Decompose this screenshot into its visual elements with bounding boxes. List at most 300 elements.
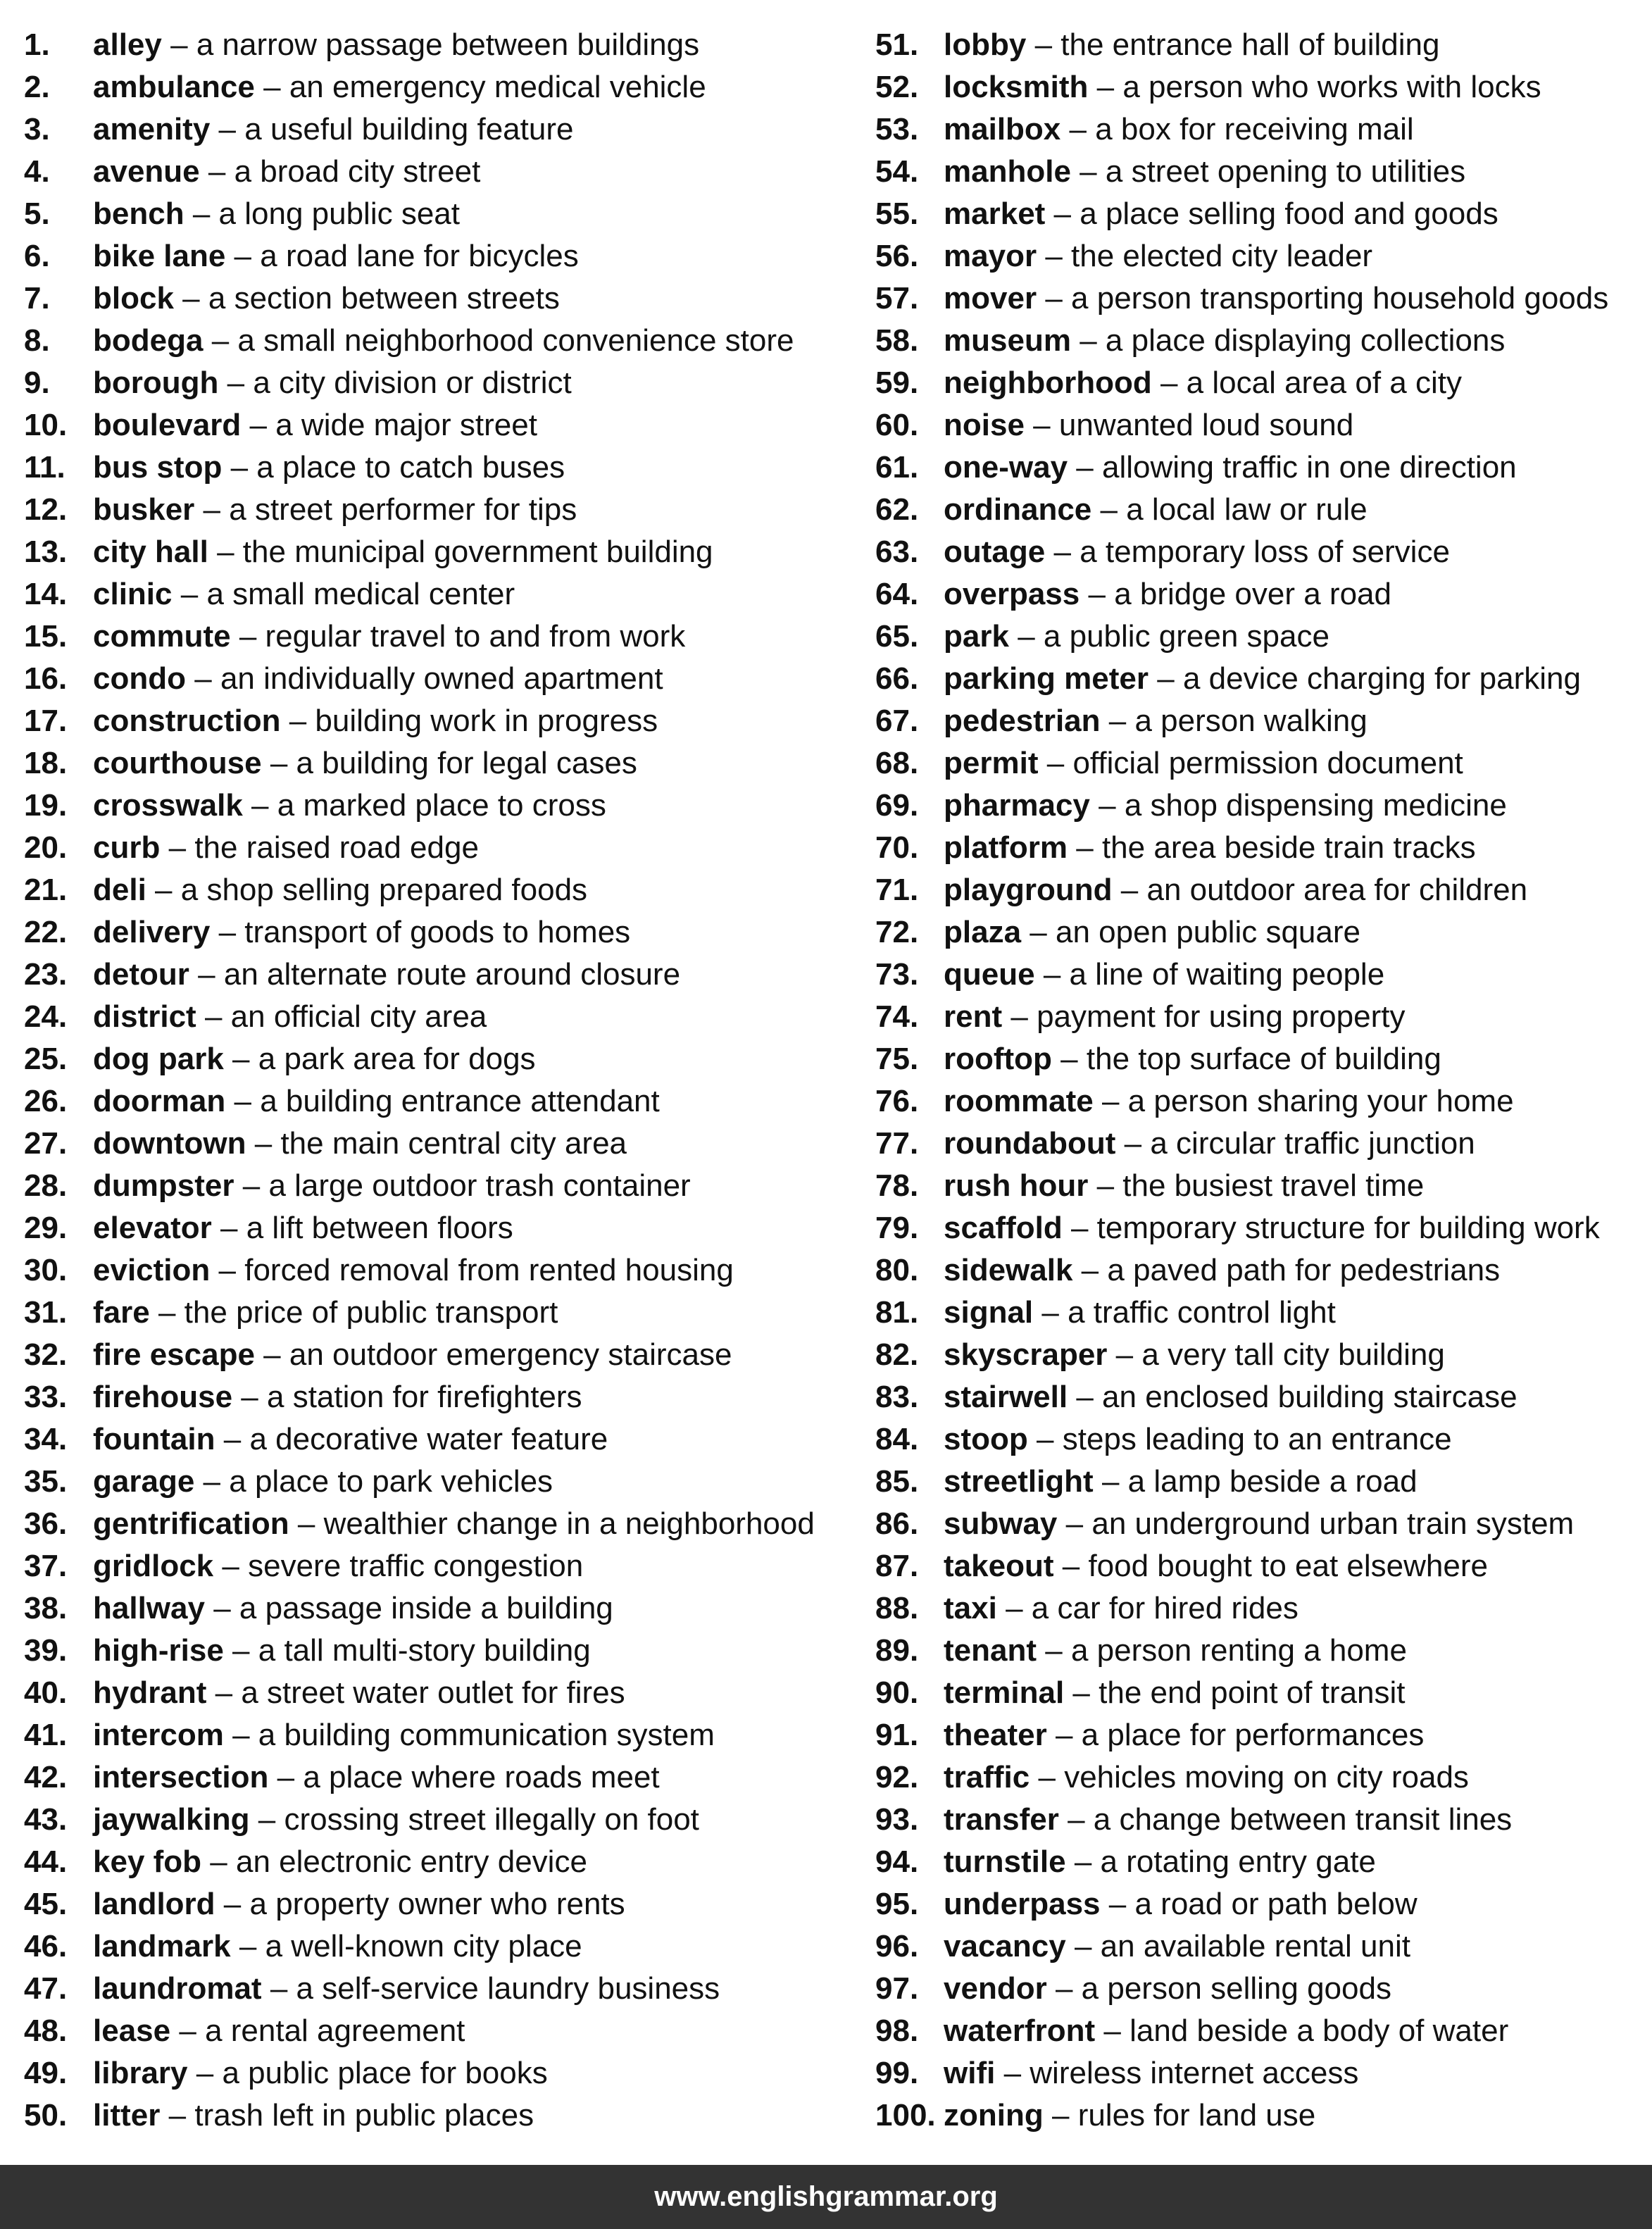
entry-term: doorman — [93, 1084, 226, 1118]
entry-number: 84. — [875, 1422, 919, 1456]
entry-term: bus stop — [93, 450, 223, 485]
entry-separator: – — [1108, 1887, 1127, 1921]
entry-number: 81. — [875, 1295, 919, 1330]
entry-number: 65. — [875, 619, 919, 654]
entry-text — [93, 911, 630, 954]
entry-text — [944, 151, 1465, 193]
entry-number: 76. — [875, 1084, 919, 1118]
entry-definition: an underground urban train system — [1091, 1506, 1575, 1541]
entry-definition: land beside a body of water — [1130, 2013, 1509, 2048]
entry-text — [93, 1545, 583, 1587]
entry-separator: – — [168, 2098, 187, 2133]
entry-term: lease — [93, 2013, 171, 2048]
entry-separator: – — [1074, 1844, 1092, 1879]
entry-separator: – — [218, 915, 237, 949]
entry-text — [944, 1207, 1600, 1249]
entry-term: rent — [944, 999, 1003, 1034]
entry-separator: – — [239, 1929, 257, 1963]
entry-term: signal — [944, 1295, 1034, 1330]
vocabulary-entry — [875, 489, 1650, 531]
entry-separator: – — [1003, 2056, 1022, 2090]
vocabulary-entry — [24, 700, 845, 742]
entry-term: hallway — [93, 1591, 205, 1625]
entry-number: 57. — [875, 281, 919, 316]
entry-definition: a building communication system — [258, 1718, 715, 1752]
entry-term: taxi — [944, 1591, 997, 1625]
entry-number: 33. — [24, 1380, 68, 1414]
entry-number: 62. — [875, 492, 919, 527]
entry-term: condo — [93, 661, 186, 696]
entry-text — [93, 447, 565, 489]
entry-text — [93, 489, 577, 531]
entry-definition: steps leading to an entrance — [1062, 1422, 1452, 1456]
entry-number: 73. — [875, 957, 919, 992]
entry-text — [944, 1545, 1488, 1587]
entry-term: one-way — [944, 450, 1068, 485]
entry-term: mailbox — [944, 112, 1061, 146]
vocabulary-entry — [24, 1334, 845, 1376]
vocabulary-entry — [875, 1968, 1650, 2010]
entry-number: 42. — [24, 1760, 68, 1794]
entry-text — [93, 1714, 715, 1756]
footer-website: www.englishgrammar.org — [654, 2181, 998, 2212]
entry-number: 43. — [24, 1802, 68, 1837]
entry-separator: – — [1041, 1295, 1059, 1330]
entry-number: 60. — [875, 408, 919, 442]
entry-term: amenity — [93, 112, 211, 146]
entry-number: 93. — [875, 1802, 919, 1837]
entry-number: 39. — [24, 1633, 68, 1668]
entry-number: 68. — [875, 746, 919, 780]
entry-text — [944, 235, 1372, 277]
vocabulary-entry — [875, 1418, 1650, 1461]
entry-number: 94. — [875, 1844, 919, 1879]
entry-number: 99. — [875, 2056, 919, 2090]
entry-number: 88. — [875, 1591, 919, 1625]
vocabulary-entry — [875, 1799, 1650, 1841]
entry-definition: severe traffic congestion — [248, 1549, 584, 1583]
entry-definition: a wide major street — [275, 408, 537, 442]
vocabulary-entry — [875, 2010, 1650, 2052]
vocabulary-entry — [24, 2052, 845, 2094]
entry-definition: a broad city street — [234, 154, 481, 189]
entry-separator: – — [258, 1802, 276, 1837]
entry-text — [944, 531, 1450, 573]
entry-term: delivery — [93, 915, 211, 949]
entry-text — [93, 573, 515, 616]
entry-separator: – — [1055, 1971, 1073, 2006]
entry-term: skyscraper — [944, 1337, 1108, 1372]
entry-separator: – — [204, 999, 223, 1034]
entry-text — [944, 658, 1581, 700]
entry-text — [93, 1799, 699, 1841]
entry-number: 95. — [875, 1887, 919, 1921]
entry-text — [944, 193, 1498, 235]
vocabulary-entry — [24, 827, 845, 869]
vocabulary-entry — [875, 1376, 1650, 1418]
entry-separator: – — [1068, 1802, 1085, 1837]
entry-text — [944, 1249, 1500, 1292]
entry-definition: a small neighborhood convenience store — [237, 323, 794, 358]
entry-term: boulevard — [93, 408, 242, 442]
entry-definition: a place to catch buses — [256, 450, 565, 485]
entry-separator: – — [218, 1253, 236, 1287]
entry-separator: – — [198, 957, 215, 992]
entry-number: 35. — [24, 1464, 68, 1499]
entry-text — [93, 658, 663, 700]
entry-text — [944, 1292, 1336, 1334]
vocabulary-entry — [875, 1038, 1650, 1080]
entry-term: stairwell — [944, 1380, 1068, 1414]
entry-term: rooftop — [944, 1042, 1052, 1076]
entry-number: 6. — [24, 239, 50, 273]
vocabulary-entry — [875, 1714, 1650, 1756]
entry-text — [93, 24, 699, 66]
entry-definition: an alternate route around closure — [223, 957, 681, 992]
entry-text — [944, 616, 1329, 658]
entry-number: 31. — [24, 1295, 68, 1330]
entry-text — [944, 1165, 1424, 1207]
vocabulary-entry — [875, 573, 1650, 616]
vocabulary-entry — [24, 869, 845, 911]
entry-number: 49. — [24, 2056, 68, 2090]
vocabulary-entry — [24, 277, 845, 320]
vocabulary-entry — [875, 235, 1650, 277]
entry-definition: a useful building feature — [244, 112, 574, 146]
entry-number: 2. — [24, 70, 50, 104]
vocabulary-entry — [875, 1587, 1650, 1630]
entry-text — [93, 1292, 558, 1334]
entry-separator: – — [251, 788, 269, 823]
entry-term: hydrant — [93, 1675, 207, 1710]
entry-term: terminal — [944, 1675, 1065, 1710]
entry-definition: a shop dispensing medicine — [1124, 788, 1507, 823]
entry-number: 4. — [24, 154, 50, 189]
entry-number: 66. — [875, 661, 919, 696]
entry-text — [944, 1925, 1410, 1968]
vocabulary-entry — [24, 24, 845, 66]
entry-number: 89. — [875, 1633, 919, 1668]
vocabulary-entry — [24, 1883, 845, 1925]
entry-term: playground — [944, 873, 1113, 907]
vocabulary-entry — [875, 1123, 1650, 1165]
entry-text — [93, 1249, 734, 1292]
entry-term: dumpster — [93, 1168, 234, 1203]
entry-definition: a person selling goods — [1081, 1971, 1391, 2006]
entry-term: pedestrian — [944, 704, 1101, 738]
vocabulary-entry — [875, 1883, 1650, 1925]
entry-definition: a place where roads meet — [303, 1760, 660, 1794]
entry-number: 3. — [24, 112, 50, 146]
entry-definition: a circular traffic junction — [1150, 1126, 1475, 1161]
vocabulary-entry — [24, 2094, 845, 2137]
vocabulary-entry — [24, 1418, 845, 1461]
entry-definition: wireless internet access — [1030, 2056, 1359, 2090]
entry-text — [93, 66, 706, 108]
entry-separator: – — [1055, 1718, 1073, 1752]
vocabulary-entry — [875, 954, 1650, 996]
entry-definition: allowing traffic in one direction — [1102, 450, 1517, 485]
entry-number: 32. — [24, 1337, 68, 1372]
entry-term: bench — [93, 196, 184, 231]
entry-definition: the entrance hall of building — [1060, 27, 1440, 62]
entry-number: 69. — [875, 788, 919, 823]
vocabulary-entry — [24, 573, 845, 616]
entry-separator: – — [194, 661, 212, 696]
entry-term: avenue — [93, 154, 200, 189]
entry-number: 58. — [875, 323, 919, 358]
entry-number: 28. — [24, 1168, 68, 1203]
entry-definition: wealthier change in a neighborhood — [323, 1506, 815, 1541]
entry-definition: an official city area — [230, 999, 487, 1034]
entry-text — [944, 1334, 1445, 1376]
entry-term: district — [93, 999, 196, 1034]
entry-separator: – — [1051, 2098, 1070, 2133]
entry-term: wifi — [944, 2056, 996, 2090]
entry-definition: the end point of transit — [1099, 1675, 1406, 1710]
entry-text — [93, 700, 658, 742]
vocabulary-entry — [24, 1249, 845, 1292]
entry-term: borough — [93, 366, 219, 400]
entry-term: crosswalk — [93, 788, 243, 823]
entry-separator: – — [1018, 619, 1035, 654]
entry-number: 77. — [875, 1126, 919, 1161]
entry-definition: a public place for books — [222, 2056, 548, 2090]
entry-separator: – — [1157, 661, 1175, 696]
vocabulary-entry — [24, 1080, 845, 1123]
entry-separator: – — [1069, 112, 1087, 146]
entry-separator: – — [203, 1464, 221, 1499]
entry-term: litter — [93, 2098, 161, 2133]
entry-text — [93, 1883, 625, 1925]
entry-separator: – — [1160, 366, 1178, 400]
entry-number: 74. — [875, 999, 919, 1034]
entry-definition: a city division or district — [253, 366, 572, 400]
entry-number: 90. — [875, 1675, 919, 1710]
vocabulary-entry — [24, 1292, 845, 1334]
entry-definition: a person transporting household goods — [1071, 281, 1609, 316]
vocabulary-entry — [875, 362, 1650, 404]
entry-separator: – — [215, 1675, 233, 1710]
entry-definition: a large outdoor trash container — [268, 1168, 691, 1203]
entry-number: 23. — [24, 957, 68, 992]
entry-definition: trash left in public places — [194, 2098, 534, 2133]
vocabulary-entry — [875, 1756, 1650, 1799]
entry-number: 70. — [875, 830, 919, 865]
entry-term: manhole — [944, 154, 1071, 189]
entry-term: fountain — [93, 1422, 215, 1456]
entry-number: 48. — [24, 2013, 68, 2048]
entry-separator: – — [1080, 323, 1097, 358]
entry-number: 91. — [875, 1718, 919, 1752]
entry-term: rush hour — [944, 1168, 1089, 1203]
entry-number: 36. — [24, 1506, 68, 1541]
entry-separator: – — [222, 1549, 239, 1583]
vocabulary-entry — [24, 1545, 845, 1587]
entry-text — [944, 700, 1368, 742]
vocabulary-column-left — [24, 24, 845, 2137]
entry-number: 37. — [24, 1549, 68, 1583]
entry-text — [944, 1376, 1518, 1418]
entry-separator: – — [1033, 408, 1051, 442]
vocabulary-entry — [875, 277, 1650, 320]
entry-separator: – — [158, 1295, 176, 1330]
footer-banner — [0, 2165, 1652, 2229]
vocabulary-entry — [875, 2052, 1650, 2094]
entry-definition: a well-known city place — [265, 1929, 582, 1963]
entry-number: 98. — [875, 2013, 919, 2048]
entry-text — [93, 869, 587, 911]
entry-definition: vehicles moving on city roads — [1064, 1760, 1469, 1794]
vocabulary-entry — [875, 1165, 1650, 1207]
entry-number: 97. — [875, 1971, 919, 2006]
entry-definition: a change between transit lines — [1093, 1802, 1513, 1837]
entry-number: 7. — [24, 281, 50, 316]
entry-definition: a road or path below — [1134, 1887, 1418, 1921]
vocabulary-entry — [24, 658, 845, 700]
entry-text — [93, 1841, 587, 1883]
entry-text — [944, 2094, 1315, 2137]
entry-definition: crossing street illegally on foot — [284, 1802, 699, 1837]
entry-separator: – — [1034, 27, 1053, 62]
entry-definition: official permission document — [1072, 746, 1463, 780]
vocabulary-entry — [24, 66, 845, 108]
entry-text — [944, 1799, 1512, 1841]
entry-separator: – — [1101, 1084, 1120, 1118]
vocabulary-entry — [24, 1461, 845, 1503]
entry-definition: a rental agreement — [205, 2013, 465, 2048]
entry-separator: – — [208, 154, 226, 189]
vocabulary-entry — [24, 447, 845, 489]
vocabulary-entry — [24, 954, 845, 996]
entry-number: 17. — [24, 704, 68, 738]
entry-number: 61. — [875, 450, 919, 485]
entry-definition: a person sharing your home — [1127, 1084, 1514, 1118]
vocabulary-entry — [875, 996, 1650, 1038]
entry-definition: food bought to eat elsewhere — [1088, 1549, 1488, 1583]
entry-number: 21. — [24, 873, 68, 907]
entry-number: 80. — [875, 1253, 919, 1287]
entry-text — [944, 1714, 1424, 1756]
entry-number: 67. — [875, 704, 919, 738]
vocabulary-entry — [875, 1925, 1650, 1968]
entry-term: block — [93, 281, 174, 316]
entry-number: 11. — [24, 450, 65, 485]
entry-separator: – — [1120, 873, 1139, 907]
vocabulary-entry — [24, 1376, 845, 1418]
vocabulary-entry — [24, 108, 845, 151]
entry-text — [944, 869, 1527, 911]
entry-number: 50. — [24, 2098, 68, 2133]
entry-number: 82. — [875, 1337, 919, 1372]
entry-term: curb — [93, 830, 161, 865]
entry-term: jaywalking — [93, 1802, 250, 1837]
vocabulary-entry — [24, 1123, 845, 1165]
entry-separator: – — [217, 535, 234, 569]
entry-separator: – — [254, 1126, 273, 1161]
entry-text — [93, 1418, 608, 1461]
entry-term: museum — [944, 323, 1071, 358]
entry-separator: – — [1076, 450, 1094, 485]
entry-separator: – — [297, 1506, 315, 1541]
entry-definition: a park area for dogs — [258, 1042, 536, 1076]
entry-text — [93, 404, 537, 447]
entry-separator: – — [1088, 577, 1106, 611]
entry-separator: – — [182, 281, 200, 316]
entry-text — [93, 151, 480, 193]
entry-definition: temporary structure for building work — [1096, 1211, 1600, 1245]
entry-number: 44. — [24, 1844, 68, 1879]
entry-term: fare — [93, 1295, 150, 1330]
entry-term: alley — [93, 27, 162, 62]
entry-separator: – — [263, 70, 281, 104]
entry-term: commute — [93, 619, 231, 654]
entry-separator: – — [203, 492, 221, 527]
entry-separator: – — [1080, 154, 1097, 189]
entry-separator: – — [196, 2056, 214, 2090]
entry-term: gridlock — [93, 1549, 214, 1583]
entry-separator: – — [234, 239, 252, 273]
entry-number: 78. — [875, 1168, 919, 1203]
entry-number: 72. — [875, 915, 919, 949]
entry-text — [93, 235, 579, 277]
entry-definition: an emergency medical vehicle — [289, 70, 706, 104]
vocabulary-entry — [24, 1630, 845, 1672]
entry-definition: a section between streets — [208, 281, 560, 316]
vocabulary-entry — [875, 616, 1650, 658]
vocabulary-entry — [24, 320, 845, 362]
vocabulary-entry — [24, 911, 845, 954]
entry-text — [944, 1756, 1469, 1799]
entry-term: parking meter — [944, 661, 1149, 696]
entry-separator: – — [1010, 999, 1028, 1034]
entry-text — [93, 1630, 591, 1672]
entry-number: 96. — [875, 1929, 919, 1963]
entry-term: zoning — [944, 2098, 1044, 2133]
entry-text — [93, 1038, 536, 1080]
entry-text — [944, 1841, 1376, 1883]
vocabulary-entry — [24, 1714, 845, 1756]
entry-separator: – — [242, 1168, 261, 1203]
entry-term: intercom — [93, 1718, 224, 1752]
entry-definition: building work in progress — [315, 704, 658, 738]
entry-number: 64. — [875, 577, 919, 611]
entry-number: 54. — [875, 154, 919, 189]
entry-definition: a station for firefighters — [267, 1380, 582, 1414]
vocabulary-entry — [875, 742, 1650, 785]
entry-term: fire escape — [93, 1337, 255, 1372]
entry-definition: an individually owned apartment — [220, 661, 663, 696]
entry-text — [944, 1080, 1514, 1123]
entry-separator: – — [249, 408, 267, 442]
entry-definition: a person walking — [1134, 704, 1368, 738]
entry-separator: – — [1070, 1211, 1089, 1245]
entry-separator: – — [1043, 957, 1061, 992]
entry-text — [944, 1418, 1452, 1461]
entry-definition: a public green space — [1043, 619, 1329, 654]
entry-term: clinic — [93, 577, 173, 611]
entry-separator: – — [223, 1887, 242, 1921]
entry-separator: – — [1096, 70, 1115, 104]
vocabulary-column-right — [875, 24, 1650, 2137]
entry-separator: – — [241, 1380, 258, 1414]
entry-number: 59. — [875, 366, 919, 400]
entry-text — [93, 1165, 691, 1207]
entry-term: garage — [93, 1464, 195, 1499]
entry-definition: the raised road edge — [194, 830, 479, 865]
entry-definition: a lift between floors — [246, 1211, 513, 1245]
entry-separator: – — [1038, 1760, 1056, 1794]
